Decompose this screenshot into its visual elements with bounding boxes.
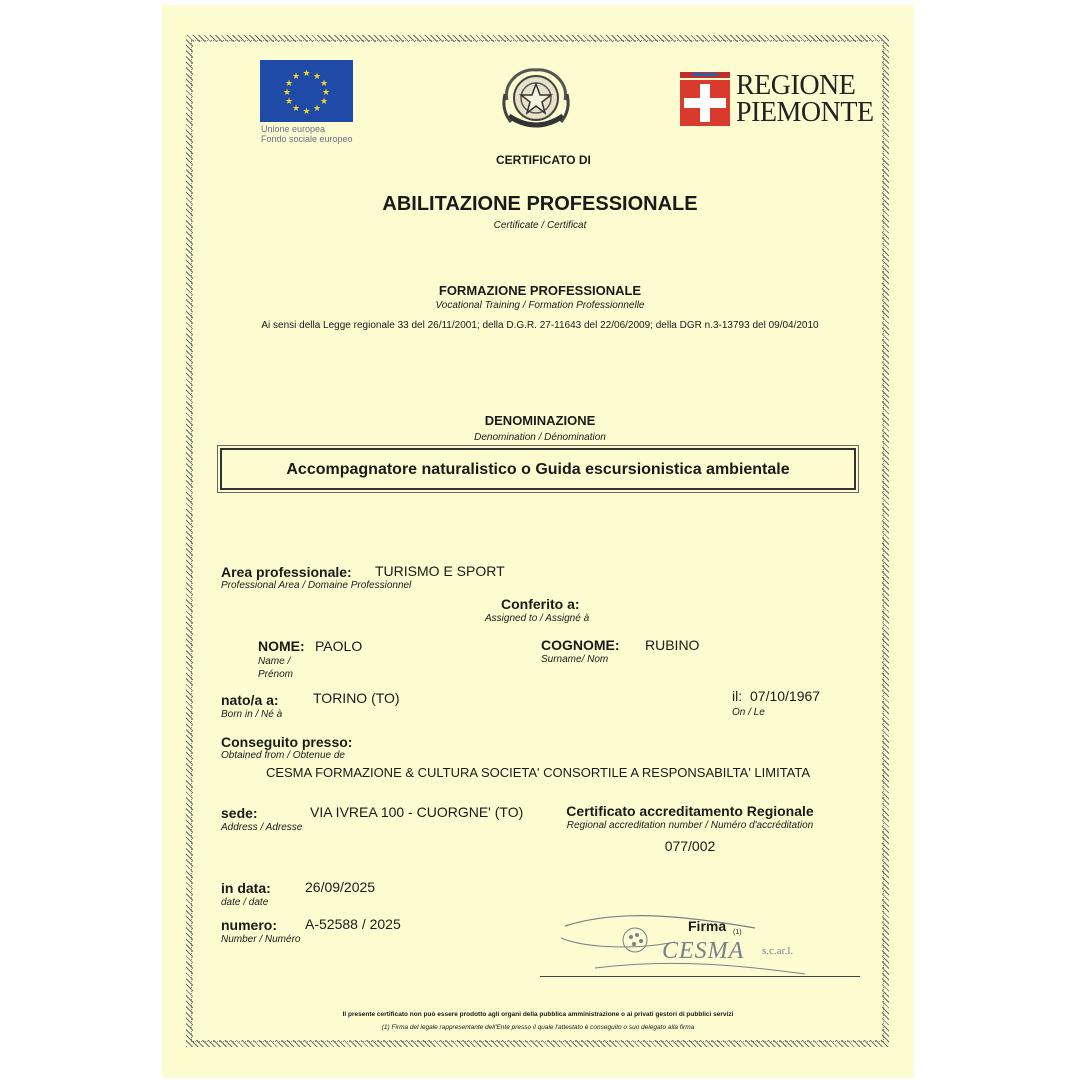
- area-value: TURISMO E SPORT: [375, 563, 505, 579]
- regione-piemonte-wordmark: REGIONE PIEMONTE: [736, 70, 874, 128]
- svg-text:★: ★: [321, 88, 331, 98]
- area-label: Area professionale:: [221, 564, 352, 580]
- birthplace-label: nato/a a:: [221, 692, 279, 708]
- seat-label: sede:: [221, 805, 258, 821]
- accreditation-subtitle: Regional accreditation number / Numéro d'accréditation: [566, 820, 814, 831]
- seat-value: VIA IVREA 100 - CUORGNE' (TO): [310, 804, 524, 820]
- svg-text:★: ★: [284, 79, 294, 89]
- italian-republic-emblem-icon: [497, 64, 575, 136]
- birthdate-label: il:: [732, 688, 743, 704]
- eu-caption: Unione europea Fondo sociale europeo: [261, 124, 353, 144]
- number-value: A-52588 / 2025: [305, 916, 401, 932]
- assigned-label: Conferito a:: [501, 596, 580, 612]
- seat-subtitle: Address / Adresse: [221, 822, 303, 833]
- certificate-of-label: CERTIFICATO DI: [496, 153, 591, 167]
- svg-text:★: ★: [312, 104, 322, 114]
- name-value: PAOLO: [315, 638, 363, 654]
- training-heading: FORMAZIONE PROFESSIONALE: [438, 283, 642, 298]
- name-subtitle-1: Name /: [258, 656, 291, 667]
- issue-date-value: 26/09/2025: [305, 879, 376, 895]
- number-subtitle: Number / Numéro: [221, 934, 301, 945]
- obtained-subtitle: Obtained from / Obtenue de: [221, 750, 345, 761]
- training-subtitle: Vocational Training / Formation Professionnelle: [435, 300, 645, 311]
- piemonte-shield-icon: [678, 72, 732, 128]
- svg-text:★: ★: [302, 69, 311, 79]
- obtained-label: Conseguito presso:: [221, 734, 353, 750]
- denomination-heading: DENOMINAZIONE: [484, 413, 596, 428]
- surname-subtitle: Surname/ Nom: [541, 654, 609, 665]
- footer-disclaimer: Il presente certificato non può essere prodotto agli organi della pubblica amministrazione o ai privati gestori di pubblici servizi: [342, 1011, 734, 1018]
- signature-superscript: (1): [733, 929, 742, 936]
- signature-stamp-text: CESMA: [662, 938, 745, 964]
- name-label: NOME:: [258, 638, 305, 654]
- accreditation-value: 077/002: [664, 838, 716, 854]
- birthplace-subtitle: Born in / Né à: [221, 709, 283, 720]
- area-subtitle: Professional Area / Domaine Professionnel: [221, 580, 412, 591]
- birthdate-value: 07/10/1967: [750, 688, 821, 704]
- number-label: numero:: [221, 917, 277, 933]
- footer-note: (1) Firma del legale rappresentante dell'Ente presso il quale l'attestato è conseguito o suo delegato alla firma: [381, 1024, 695, 1031]
- eu-flag-logo: [260, 60, 353, 122]
- svg-text:★: ★: [319, 79, 329, 89]
- assigned-subtitle: Assigned to / Assigné à: [485, 613, 590, 624]
- obtained-value: CESMA FORMAZIONE & CULTURA SOCIETA' CONSORTILE A RESPONSABILTA' LIMITATA: [265, 765, 811, 780]
- svg-text:★: ★: [302, 107, 311, 117]
- page-title: ABILITAZIONE PROFESSIONALE: [382, 193, 698, 215]
- birthdate-subtitle: On / Le: [732, 707, 765, 718]
- surname-label: COGNOME:: [541, 637, 620, 653]
- legal-reference: Ai sensi della Legge regionale 33 del 26/11/2001; della D.G.R. 27-11643 del 22/06/2009; della DGR n.3-13793 del 09/04/2010: [261, 320, 819, 331]
- svg-text:★: ★: [291, 72, 301, 82]
- birthplace-value: TORINO (TO): [313, 690, 400, 706]
- svg-text:★: ★: [284, 97, 294, 107]
- signature-label: Firma: [688, 918, 727, 934]
- decorative-border-inner: [191, 40, 884, 1042]
- issue-date-subtitle: date / date: [221, 897, 269, 908]
- accreditation-label: Certificato accreditamento Regionale: [566, 803, 814, 819]
- svg-text:★: ★: [282, 88, 292, 98]
- svg-text:★: ★: [291, 104, 301, 114]
- denomination-value: Accompagnatore naturalistico o Guida escursionistica ambientale: [286, 461, 790, 478]
- page-title-subtitle: Certificate / Certificat: [493, 220, 587, 231]
- svg-text:★: ★: [312, 72, 322, 82]
- denomination-subtitle: Denomination / Dénomination: [474, 432, 606, 443]
- signature-line: [540, 976, 860, 977]
- svg-text:★: ★: [319, 97, 329, 107]
- name-subtitle-2: Prénom: [258, 669, 294, 680]
- surname-value: RUBINO: [645, 637, 700, 653]
- signature-stamp-suffix: s.c.ar.l.: [762, 945, 794, 957]
- issue-date-label: in data:: [221, 880, 271, 896]
